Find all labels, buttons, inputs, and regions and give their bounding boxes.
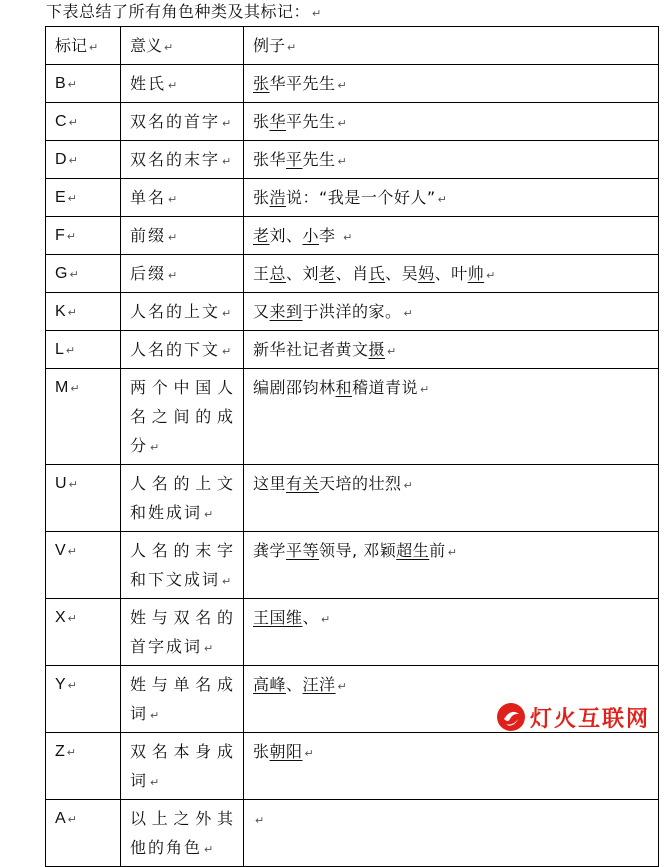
cell-tag: L ↵ bbox=[46, 331, 121, 369]
example-text: 张华 bbox=[253, 150, 287, 169]
example-text: 李 bbox=[319, 226, 342, 245]
cell-example: 新华社记者黄文摄 ↵ bbox=[244, 331, 659, 369]
cell-example: 王总、刘老、肖氏、吴妈、叶帅 ↵ bbox=[244, 255, 659, 293]
cell-tag: Z ↵ bbox=[46, 733, 121, 800]
example-text: 、 bbox=[302, 608, 320, 627]
cell-meaning: 双名的首字 ↵ bbox=[121, 103, 244, 141]
underlined-role-text: 妈 bbox=[418, 264, 435, 283]
table-row bbox=[46, 65, 659, 103]
cell-meaning: 姓氏 ↵ bbox=[121, 65, 244, 103]
logo-text: 灯火互联网 bbox=[530, 706, 651, 732]
table-row bbox=[46, 255, 659, 293]
cell-tag: A ↵ bbox=[46, 800, 121, 867]
table-row bbox=[46, 179, 659, 217]
underlined-role-text: 来到 bbox=[269, 302, 303, 321]
underlined-role-text: 高峰 bbox=[253, 675, 287, 694]
underlined-role-text: 老 bbox=[253, 226, 270, 245]
underlined-role-text: 王国 bbox=[253, 608, 287, 627]
example-text: 领导, 邓颖 bbox=[319, 541, 397, 560]
example-text: 王 bbox=[253, 264, 270, 283]
underlined-role-text: 超生 bbox=[396, 541, 430, 560]
cell-tag: B ↵ bbox=[46, 65, 121, 103]
underlined-role-text: 平等 bbox=[286, 541, 320, 560]
cell-example: 张华平先生 ↵ bbox=[244, 103, 659, 141]
example-text: 稽道青说 bbox=[352, 378, 419, 397]
example-text: 新华社记者黄文 bbox=[253, 340, 369, 359]
table-row bbox=[46, 103, 659, 141]
table-row bbox=[46, 599, 659, 666]
example-text: 天培的壮烈 bbox=[319, 474, 402, 493]
underlined-role-text: 氏 bbox=[368, 264, 386, 283]
example-text: 于洪洋的家。 bbox=[302, 302, 402, 321]
underlined-role-text: 小 bbox=[302, 226, 320, 245]
cell-example: 龚学平等领导, 邓颖超生前 ↵ bbox=[244, 532, 659, 599]
underlined-role-text: 汪洋 bbox=[302, 675, 336, 694]
example-text: 这里 bbox=[253, 474, 287, 493]
cell-tag: M ↵ bbox=[46, 369, 121, 465]
underlined-role-text: 华 bbox=[269, 112, 287, 131]
underlined-role-text: 有关 bbox=[286, 474, 320, 493]
cell-example: 老刘、小李 ↵ bbox=[244, 217, 659, 255]
cell-tag: C ↵ bbox=[46, 103, 121, 141]
example-text: 编剧邵钧林 bbox=[253, 378, 336, 397]
example-text: 龚学 bbox=[253, 541, 287, 560]
underlined-role-text: 浩 bbox=[269, 188, 287, 207]
example-text: 、叶 bbox=[434, 264, 468, 283]
cell-tag: K ↵ bbox=[46, 293, 121, 331]
header-example: 例子 ↵ bbox=[244, 27, 659, 65]
cell-meaning: 人名的下文 ↵ bbox=[121, 331, 244, 369]
example-text: 、肖 bbox=[335, 264, 369, 283]
cell-meaning: 单名 ↵ bbox=[121, 179, 244, 217]
cell-meaning: 人名的上文和姓成词 ↵ bbox=[121, 465, 244, 532]
flame-logo-icon bbox=[496, 702, 526, 732]
underlined-role-text: 平 bbox=[286, 150, 303, 169]
site-logo bbox=[496, 700, 666, 734]
table-row bbox=[46, 369, 659, 465]
underlined-role-text: 老 bbox=[319, 264, 336, 283]
example-text: 说：“我是一个好人” bbox=[286, 188, 436, 207]
table-row bbox=[46, 331, 659, 369]
cell-meaning: 人名的上文 ↵ bbox=[121, 293, 244, 331]
example-text: 华平先生 bbox=[269, 74, 336, 93]
cell-meaning: 双名本身成词 ↵ bbox=[121, 733, 244, 800]
example-text: 、 bbox=[286, 675, 303, 694]
underlined-role-text: 朝阳 bbox=[269, 742, 303, 761]
cell-tag: U ↵ bbox=[46, 465, 121, 532]
table-caption: 下表总结了所有角色种类及其标记： ↵ bbox=[46, 2, 322, 21]
cell-meaning: 后缀 ↵ bbox=[121, 255, 244, 293]
cell-meaning: 前缀 ↵ bbox=[121, 217, 244, 255]
cell-tag: E ↵ bbox=[46, 179, 121, 217]
example-text: 张 bbox=[253, 112, 270, 131]
cell-example: 王国维、 ↵ bbox=[244, 599, 659, 666]
cell-meaning: 姓与双名的首字成词 ↵ bbox=[121, 599, 244, 666]
table-row bbox=[46, 733, 659, 800]
cell-meaning: 双名的末字 ↵ bbox=[121, 141, 244, 179]
cell-tag: D ↵ bbox=[46, 141, 121, 179]
example-text: 刘、 bbox=[269, 226, 303, 245]
example-text: 前 bbox=[429, 541, 446, 560]
cell-example: ↵ bbox=[244, 800, 659, 867]
example-text: 、刘 bbox=[286, 264, 320, 283]
example-text: 先生 bbox=[302, 150, 336, 169]
cell-example: 编剧邵钧林和稽道青说 ↵ bbox=[244, 369, 659, 465]
cell-tag: F ↵ bbox=[46, 217, 121, 255]
underlined-role-text: 维 bbox=[286, 608, 303, 627]
table-header-row bbox=[46, 27, 659, 65]
example-text: 、吴 bbox=[385, 264, 419, 283]
cell-tag: Y ↵ bbox=[46, 666, 121, 733]
cell-meaning: 人名的末字和下文成词 ↵ bbox=[121, 532, 244, 599]
example-text: 张 bbox=[253, 742, 270, 761]
header-tag: 标记 ↵ bbox=[46, 27, 121, 65]
cell-example: 张朝阳 ↵ bbox=[244, 733, 659, 800]
table-row bbox=[46, 217, 659, 255]
cell-example: 这里有关天培的壮烈 ↵ bbox=[244, 465, 659, 532]
cell-example: 高峰、汪洋 ↵ bbox=[244, 666, 659, 733]
cell-example: 张浩说：“我是一个好人” ↵ bbox=[244, 179, 659, 217]
cell-meaning: 姓与单名成词 ↵ bbox=[121, 666, 244, 733]
cell-meaning: 以上之外其他的角色 ↵ bbox=[121, 800, 244, 867]
cell-tag: V ↵ bbox=[46, 532, 121, 599]
cell-tag: G ↵ bbox=[46, 255, 121, 293]
example-text: 平先生 bbox=[286, 112, 336, 131]
table-row bbox=[46, 141, 659, 179]
cell-example: 张华平先生 ↵ bbox=[244, 141, 659, 179]
underlined-role-text: 总 bbox=[269, 264, 287, 283]
table-row bbox=[46, 800, 659, 867]
table-row bbox=[46, 532, 659, 599]
header-meaning: 意义 ↵ bbox=[121, 27, 244, 65]
cell-tag: X ↵ bbox=[46, 599, 121, 666]
cell-example: 张华平先生 ↵ bbox=[244, 65, 659, 103]
underlined-role-text: 帅 bbox=[467, 264, 485, 283]
underlined-role-text: 张 bbox=[253, 74, 270, 93]
underlined-role-text: 和 bbox=[335, 378, 353, 397]
example-text: 又 bbox=[253, 302, 270, 321]
underlined-role-text: 摄 bbox=[368, 340, 386, 359]
roles-table bbox=[45, 26, 659, 867]
cell-meaning: 两个中国人名之间的成分 ↵ bbox=[121, 369, 244, 465]
example-text: 张 bbox=[253, 188, 270, 207]
table-row bbox=[46, 465, 659, 532]
table-row bbox=[46, 293, 659, 331]
cell-example: 又来到于洪洋的家。 ↵ bbox=[244, 293, 659, 331]
